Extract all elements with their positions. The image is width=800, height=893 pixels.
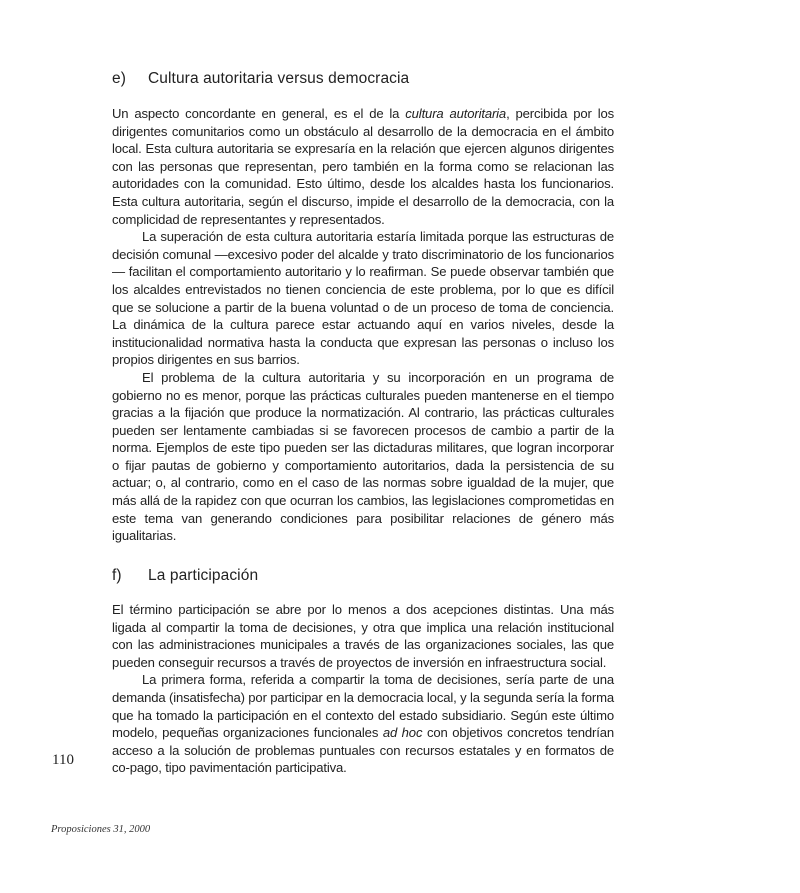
italic-term: ad hoc — [382, 725, 423, 741]
section-e-heading — [112, 70, 409, 88]
section-f-title: La participación — [148, 567, 259, 584]
section-f-body — [112, 601, 614, 777]
section-e-number: e) — [112, 70, 126, 87]
paragraph-text: La primera forma, referida a compartir la toma de decisiones, sería parte de una demanda (insatisfecha) por participar en la democracia local, y la segunda sería la forma que ha tomado la participación en el contexto del estado subsidiario. Según este último modelo, pequeñas organizaciones funcionales — [112, 672, 614, 741]
italic-term: cultura autoritaria — [405, 106, 507, 121]
section-e-paragraph-2: La superación de esta cultura autoritaria estaría limitada porque las estructuras de decisión comunal —excesivo poder del alcalde y trato discriminatorio de los funcionarios— facilitan el comportamiento autoritario y lo reafirman. Se puede observar también que los alcaldes entrevistados no tienen conciencia de este problema, por lo que es difícil que se solucione a partir de la buena voluntad o de un proceso de toma de conciencia. La dinámica de la cultura parece estar actuando aquí en varios niveles, desde la institucionalidad normativa hasta la conducta que expresan las personas o incluso los propios dirigentes en sus barrios. — [112, 229, 614, 368]
section-e-paragraph-1 — [112, 105, 614, 228]
section-e-paragraph-3: El problema de la cultura autoritaria y su incorporación en un programa de gobierno no es menor, porque las prácticas culturales pueden mantenerse en el tiempo gracias a la fijación que produce la normatización. Al contrario, las prácticas culturales pueden ser lentamente cambiadas si se favorecen procesos de cambio a partir de la norma. Ejemplos de este tipo pueden ser las dictaduras militares, que logran incorporar o fijar pautas de gobierno y comportamiento autoritarios, dada la persistencia de su actuar; o, al contrario, como en el caso de las normas sobre igualdad de la mujer, que más allá de la rapidez con que ocurran los cambios, las legislaciones comprometidas en este tema van generando condiciones para posibilitar relaciones de género más igualitarias. — [112, 369, 614, 544]
section-f-paragraph-2 — [112, 671, 614, 777]
section-e-body — [112, 105, 614, 545]
page-number: 110 — [52, 752, 74, 768]
section-f-heading — [112, 567, 258, 585]
section-f-paragraph-1: El término participación se abre por lo menos a dos acepciones distintas. Una más ligada al compartir la toma de decisiones, y otra que implica una relación institucional con las administraciones municipales a través de las organizaciones sociales, las que pueden conseguir recursos a través de proyectos de inversión en infraestructura social. — [112, 602, 614, 670]
paragraph-text: , percibida por los dirigentes comunitarios como un obstáculo al desarrollo de la democracia en el ámbito local. Esta cultura autoritaria se expresaría en la relación que ejercen algunos dirigentes con las personas que representan, pero también en la forma como se relacionan las autoridades con la comunidad. Esto último, desde los alcaldes hasta los funcionarios. Esta cultura autoritaria, según el discurso, impide el desarrollo de la democracia, con la complicidad de representantes y representados. — [112, 106, 614, 227]
section-e-title: Cultura autoritaria versus democracia — [148, 70, 410, 87]
footer-citation: Proposiciones 31, 2000 — [51, 824, 151, 835]
paragraph-text: con objetivos concretos tendrían acceso a la solución de problemas puntuales con recursos estatales y en formatos de co-pago, tipo pavimentación participativa. — [112, 725, 614, 776]
paragraph-text: Un aspecto concordante en general, es el de la — [112, 106, 406, 121]
section-f-number: f) — [112, 567, 122, 584]
